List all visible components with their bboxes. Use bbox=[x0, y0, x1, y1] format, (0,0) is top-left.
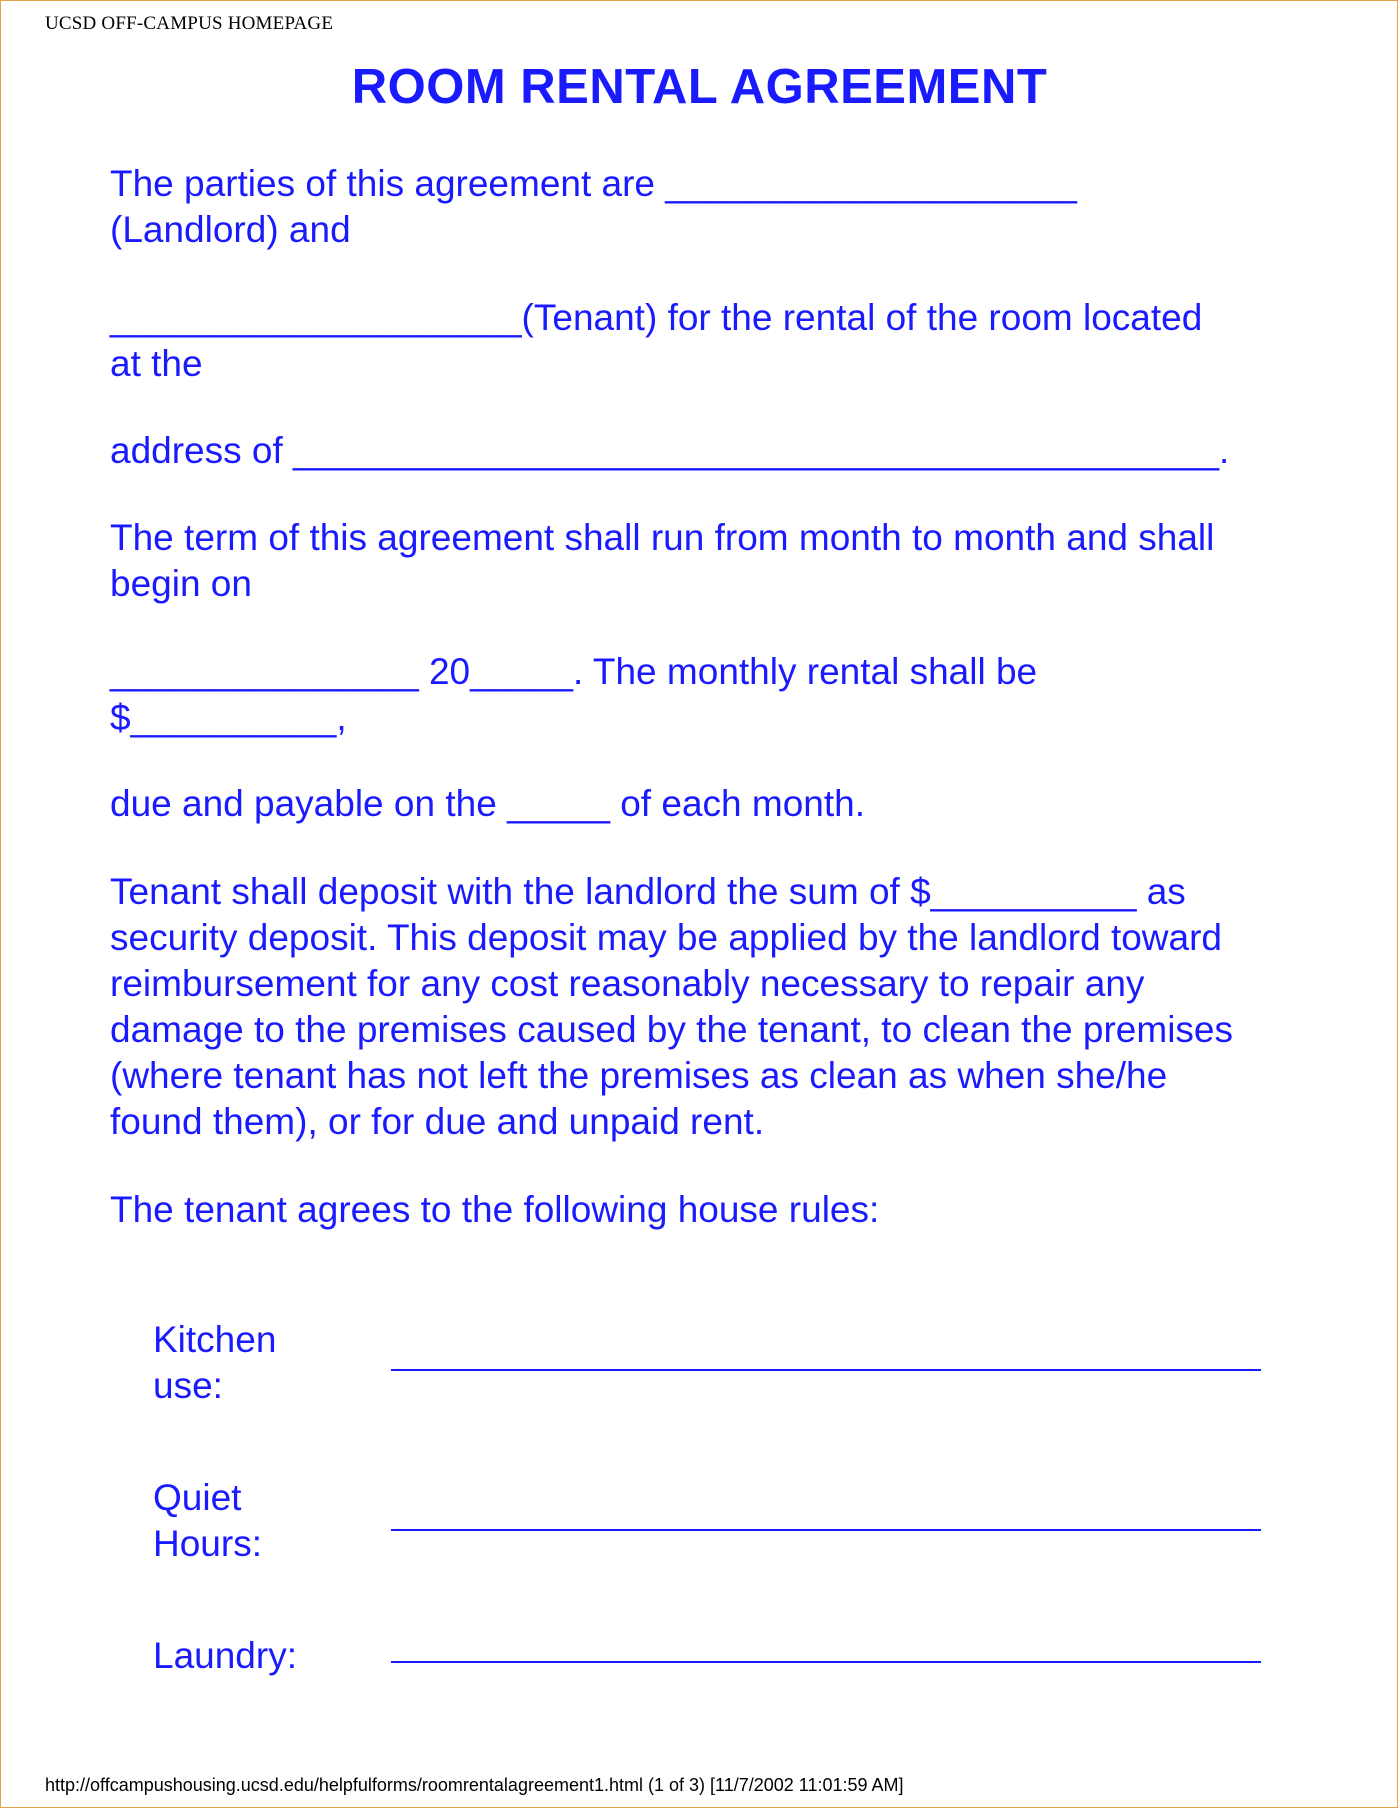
rule-label-line-2: Hours: bbox=[153, 1523, 262, 1564]
parties-line-1: The parties of this agreement are ____________________ bbox=[110, 163, 1077, 204]
rule-blank-line bbox=[391, 1529, 1261, 1531]
rule-blank-line bbox=[391, 1369, 1261, 1371]
rule-label-line-1: Quiet bbox=[153, 1477, 242, 1518]
date-line-2: $__________, bbox=[110, 697, 347, 738]
tenant-line-2: at the bbox=[110, 343, 203, 384]
deposit-line-3: reimbursement for any cost reasonably necessary to repair any bbox=[110, 963, 1145, 1004]
rule-label-line-1: Kitchen bbox=[153, 1319, 277, 1360]
deposit-line-2: security deposit. This deposit may be applied by the landlord toward bbox=[110, 917, 1223, 958]
rule-label-line-1: Laundry: bbox=[153, 1635, 297, 1676]
term-line-1: The term of this agreement shall run from month to month and shall bbox=[110, 517, 1215, 558]
footer-url: http://offcampushousing.ucsd.edu/helpfulforms/roomrentalagreement1.html (1 of 3) [11/7/2002 11:01:59 AM] bbox=[45, 1775, 904, 1795]
parties-line-2: (Landlord) and bbox=[110, 209, 351, 250]
tenant-line-1: ____________________(Tenant) for the rental of the room located bbox=[110, 297, 1203, 338]
deposit-line-4: damage to the premises caused by the tenant, to clean the premises bbox=[110, 1009, 1233, 1050]
header-note: UCSD OFF-CAMPUS HOMEPAGE bbox=[45, 13, 334, 34]
rule-label-line-2: use: bbox=[153, 1365, 223, 1406]
rule-blank-line bbox=[391, 1661, 1261, 1663]
address-line: address of _____________________________________________. bbox=[110, 430, 1230, 471]
document-title: ROOM RENTAL AGREEMENT bbox=[351, 60, 1048, 114]
due-line: due and payable on the _____ of each month. bbox=[110, 783, 865, 824]
term-line-2: begin on bbox=[110, 563, 252, 604]
deposit-line-6: found them), or for due and unpaid rent. bbox=[110, 1101, 765, 1142]
house-rules-intro: The tenant agrees to the following house rules: bbox=[110, 1189, 880, 1230]
deposit-line-5: (where tenant has not left the premises as clean as when she/he bbox=[110, 1055, 1168, 1096]
deposit-line-1: Tenant shall deposit with the landlord the sum of $__________ as bbox=[110, 871, 1186, 912]
date-line-1: _______________ 20_____. The monthly rental shall be bbox=[110, 651, 1038, 692]
